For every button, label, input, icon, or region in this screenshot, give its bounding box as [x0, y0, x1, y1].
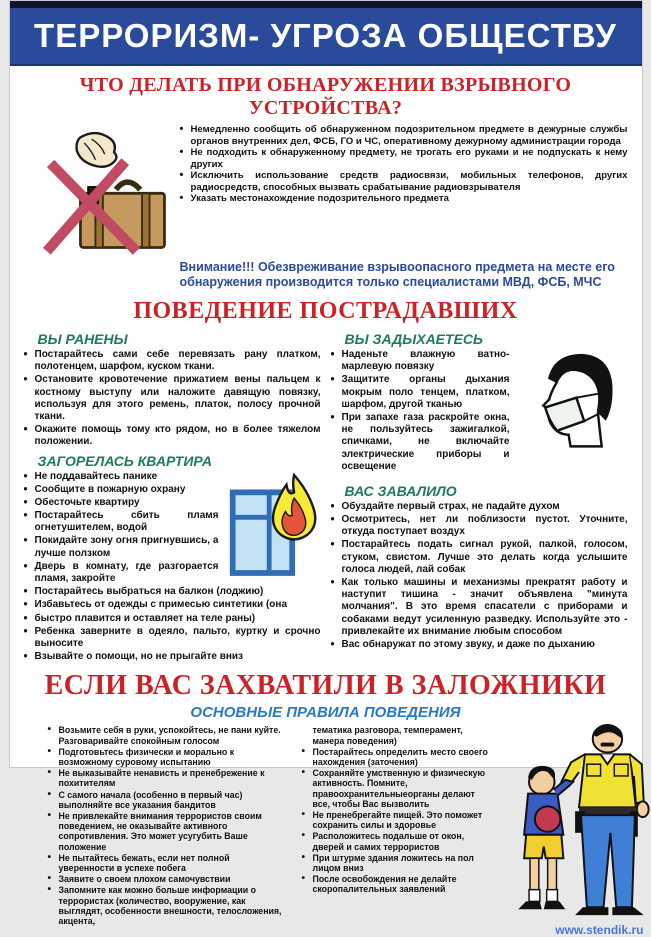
do-not-touch-icon: [22, 124, 180, 254]
list-item: • Подготовьтесь физически и морально к возможному суровому испытанию: [48, 747, 288, 767]
list-item: • Указать местонахождение подозрительного предмета: [180, 193, 628, 205]
section1: [10, 120, 642, 254]
list-item: • Постарайтесь сами себе перевязать рану платком, полотенцем, шарфом, куском ткани.: [24, 349, 321, 373]
list-item: • Заявите о своем плохом самочувствии: [48, 874, 288, 884]
list-item: • Остановите кровотечение прижатием вены пальцем к костному выступу или наложите давящую повязку, используя для этого ремень, платок, полосу прочной ткани.: [24, 374, 321, 423]
list-item: • Окажите помощь тому кто рядом, но в более тяжелом положении.: [24, 424, 321, 448]
section1-heading: ЧТО ДЕЛАТЬ ПРИ ОБНАРУЖЕНИИ ВЗРЫВНОГО УСТРОЙСТВА?: [10, 74, 642, 120]
list-item: • Постарайтесь выбраться на балкон (лоджию): [24, 586, 321, 598]
list-item: • Не привлекайте внимания террористов своим поведением, не оказывайте активного сопротивления. Это может усугубить Ваше положение: [48, 811, 288, 852]
list-item: • Постарайтесь сбить пламя огнетушителем, водой: [24, 510, 321, 534]
list-item: • При штурме здания ложитесь на пол лицом вниз: [302, 853, 492, 873]
hand-suitcase-prohibited-icon: [26, 128, 176, 254]
fire-bullet-list: [24, 471, 321, 664]
list-item: • Покидайте зону огня пригнувшись, а лучше ползком: [24, 535, 321, 559]
attention-note: Внимание!!! Обезвреживание взрывоопасного предмета на месте его обнаружения производится только специалистами МВД, ФСБ, МЧС: [180, 260, 628, 290]
buried-bullet-list: [331, 501, 628, 651]
hostage-columns: [10, 725, 642, 937]
list-item: • Не пренебрегайте пищей. Это поможет сохранить силы и здоровье: [302, 810, 492, 830]
victims-right-column: [331, 327, 628, 664]
list-item: • Постарайтесь определить место своего нахождения (заточения): [302, 747, 492, 767]
list-item: • Постарайтесь подать сигнал рукой, палкой, голосом, стуком, свистом. Лучше это делать когда услышите голоса людей, лай собак: [331, 539, 628, 576]
list-item: • Дверь в комнату, где разгорается пламя, закройте: [24, 561, 321, 585]
list-item: • Защитите органы дыхания мокрым поло тенцем, платком, шарфом, другой тканью: [331, 374, 628, 411]
hostage-bullet-list-1: [48, 725, 288, 926]
site-link: www.stendik.ru: [555, 923, 643, 937]
subsection-wounded-title: ВЫ РАНЕНЫ: [38, 331, 321, 347]
wounded-bullet-list: [24, 349, 321, 449]
policeman-illustration-area: [506, 725, 651, 937]
list-item: • После освобождения не делайте скоропалительных заявлений: [302, 874, 492, 894]
hostage-bullet-list-2: [302, 747, 492, 895]
list-item: • Исключить использование средств радиосвязи, мобильных телефонов, других радиосредств, способных вызвать срабатывание радиовзрывателя: [180, 170, 628, 193]
list-item: • Сообщите в пожарную охрану: [24, 484, 321, 496]
list-item: • Не поддавайтесь панике: [24, 471, 321, 483]
list-item: • Возьмите себя в руки, успокойтесь, не пани куйте. Разговаривайте спокойным голосом: [48, 725, 288, 745]
list-item: • Расположитесь подальше от окон, дверей и самих террористов: [302, 831, 492, 851]
list-item: • Как только машины и механизмы прекратят работу и наступит тишина - значит объявлена "минута молчания". В это время спасатели с приборами и собаками ведут усиленную разведку. Используйте это - привлекайте их внимание любым способом: [331, 577, 628, 638]
section2-heading: ПОВЕДЕНИЕ ПОСТРАДАВШИХ: [10, 298, 642, 325]
subsection-fire-title: ЗАГОРЕЛАСЬ КВАРТИРА: [38, 453, 321, 469]
victims-columns: [10, 325, 642, 664]
list-item: • При запахе газа раскройте окна, не пользуйтесь зажигалкой, спичками, не включайте электрические приборы и освещение: [331, 412, 628, 473]
header-band: [10, 8, 642, 66]
list-item: • Обесточьте квартиру: [24, 497, 321, 509]
victims-left-column: [24, 327, 321, 664]
list-item: • Немедленно сообщить об обнаруженном подозрительном предмете в дежурные службы органов внутренних дел, ФСБ, ГО и ЧС, оперативному дежурному администрации города: [180, 124, 628, 147]
list-item: • Наденьте влажную ватно- марлевую повязку: [331, 349, 628, 373]
list-item: • Ребенка заверните в одеяло, пальто, куртку и срочно выносите: [24, 626, 321, 650]
policeman-with-child-icon: [506, 725, 651, 921]
top-border-strip: [10, 1, 642, 8]
subsection-suffocating-title: ВЫ ЗАДЫХАЕТЕСЬ: [345, 331, 628, 347]
list-item: • Запомните как можно больше информации о террористах (количество, вооружение, как выглядят, особенности внешности, телосложения, акцента,: [48, 885, 288, 926]
section3-subheading: ОСНОВНЫЕ ПРАВИЛА ПОВЕДЕНИЯ: [10, 704, 642, 721]
list-item: • Сохраняйте умственную и физическую активность. Помните, правоохранительныеорганы делают все, чтобы Вас вызволить: [302, 768, 492, 809]
list-item: • Не выказывайте ненависть и пренебрежение к похитителям: [48, 768, 288, 788]
list-item: • Вас обнаружат по этому звуку, и даже по дыханию: [331, 639, 628, 651]
list-item: • Не подходить к обнаруженному предмету, не трогать его руками и не подпускать к нему других: [180, 147, 628, 170]
list-item: • Обуздайте первый страх, не падайте духом: [331, 501, 628, 513]
subsection-buried-title: ВАС ЗАВАЛИЛО: [345, 483, 628, 499]
list-item: • Избавьтесь от одежды с примесью синтетики (она: [24, 599, 321, 611]
list-item: • Не пытайтесь бежать, если нет полной уверенности в успехе побега: [48, 853, 288, 873]
list-item: • Взывайте о помощи, но не прыгайте вниз: [24, 651, 321, 663]
list-item: • С самого начала (особенно в первый час) выполняйте все указания бандитов: [48, 790, 288, 810]
list-item: • Осмотритесь, нет ли поблизости пустот. Уточните, откуда поступает воздух: [331, 514, 628, 538]
section3-heading: ЕСЛИ ВАС ЗАХВАТИЛИ В ЗАЛОЖНИКИ: [10, 670, 642, 702]
poster: [9, 0, 643, 768]
main-title: ТЕРРОРИЗМ- УГРОЗА ОБЩЕСТВУ: [34, 17, 617, 55]
continuation-text: тематика разговора, темперамент, манера поведения): [302, 725, 492, 745]
hostage-column-1: [48, 725, 288, 937]
section1-bullet-list: [180, 124, 628, 205]
hostage-column-2: [302, 725, 492, 937]
list-item: • быстро плавится и оставляет на теле раны): [24, 613, 321, 625]
